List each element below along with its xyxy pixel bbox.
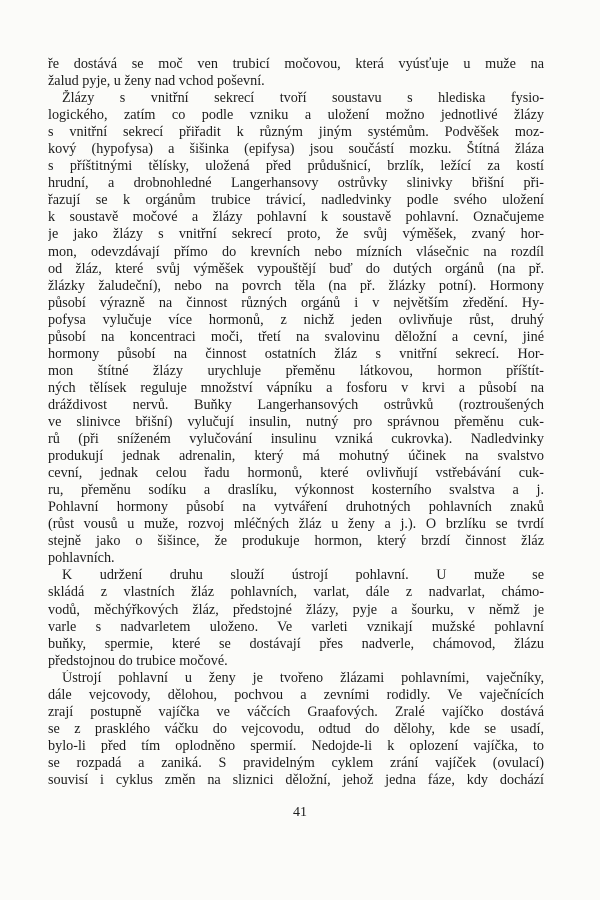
text-line: k soustavě močové a žlázy pohlavní k soustavě pohlavní. Označujeme <box>48 209 544 226</box>
text-line: ve slinivce břišní) vylučují insulin, nutný pro správnou přeměnu cuk- <box>48 413 544 430</box>
text-line: je jako žlázy s vnitřní sekrecí proto, že svůj výměšek, zvaný hor- <box>48 226 544 243</box>
text-line: žlázky žaludeční), nebo na povrch těla (na př. žlázky potní). Hormony <box>48 277 544 294</box>
text-line: se z prasklého váčku do vejcovodu, odtud do dělohy, kde se usadí, <box>48 720 544 737</box>
text-line: žalud pyje, u ženy nad vchod poševní. <box>48 73 265 90</box>
text-line: Ústrojí pohlavní u ženy je tvořeno žlázami pohlavními, vaječníky, <box>62 669 544 686</box>
text-line: s vnitřní sekrecí přiřadit k různým jiným systémům. Podvěšek moz- <box>48 124 544 141</box>
text-line: ných tělísek reguluje množství vápníku a fosforu v krvi a působí na <box>48 379 544 396</box>
text-line: cevní, jednak celou řadu hormonů, které ovlivňují vstřebávání cuk- <box>48 465 544 482</box>
text-line: produkují jednak adrenalin, který má mohutný účinek na svalstvo <box>48 448 544 465</box>
text-line: mon štítné žlázy urychluje přeměnu látkovou, hormon příštít- <box>48 362 544 379</box>
text-line: řazují se k orgánům trubice trávicí, nadledvinky podle svého uložení <box>48 192 544 209</box>
text-line: varle s nadvarletem uloženo. Ve varleti vznikají mužské pohlavní <box>48 618 544 635</box>
text-line: od žláz, které svůj výměšek vypouštějí buď do dutých orgánů (na př. <box>48 260 544 277</box>
text-line: skládá z vlastních žláz pohlavních, varlat, dále z nadvarlat, chámo- <box>48 584 544 601</box>
text-line: ře dostává se moč ven trubicí močovou, která vyúsťuje u muže na <box>48 56 544 72</box>
text-line: Pohlavní hormony působí na vytváření druhotných pohlavních znaků <box>48 499 544 516</box>
text-line: logického, zatím co podle vzniku a uložení možno jednotlivé žlázy <box>48 107 544 124</box>
page-number: 41 <box>293 805 307 820</box>
body-text <box>48 56 544 789</box>
text-line: zrají postupně vajíčka ve váčcích Graafových. Zralé vajíčko dostává <box>48 703 544 720</box>
text-line: kový (hypofysa) a šišinka (epifysa) jsou součástí mozku. Štítná žláza <box>48 141 544 158</box>
text-line: působí výrazně na činnost různých orgánů i v největším zředění. Hy- <box>48 294 544 311</box>
text-line: rů (při sníženém vylučování insulinu vzniká cukrovka). Nadledvinky <box>48 431 544 448</box>
text-line: mon, odevzdávají přímo do krevních nebo mízních vlásečnic na rozdíl <box>48 243 544 260</box>
text-line: dráždivost nervů. Buňky Langerhansových ostrůvků (roztroušených <box>48 396 544 413</box>
text-line: hrudní, a drobnohledné Langerhansovy ostrůvky slinivky břišní při- <box>48 175 544 192</box>
text-line: hormony působí na činnost ostatních žláz s vnitřní sekrecí. Hor- <box>48 345 544 362</box>
text-line: předstojnou do trubice močové. <box>48 652 228 669</box>
text-line: pohlavních. <box>48 550 115 567</box>
text-line: Žlázy s vnitřní sekrecí tvoří soustavu s hlediska fysio- <box>62 90 544 107</box>
text-line: působí na koncentraci moči, třetí na svalovinu děložní a cevní, jiné <box>48 328 544 345</box>
text-line: vodů, měchýřkových žláz, předstojné žlázy, pyje a šourku, v němž je <box>48 601 544 618</box>
text-line: stejně jako o šišince, že produkuje hormon, který brzdí činnost žláz <box>48 533 544 550</box>
text-line: se rozpadá a zaniká. S pravidelným cyklem zrání vajíček (ovulací) <box>48 754 544 771</box>
text-line: souvisí i cyklus změn na sliznici děložní, jehož jedna fáze, kdy dochází <box>48 771 544 788</box>
text-line: ru, přeměnu sodíku a draslíku, výkonnost kosterního svalstva a j. <box>48 482 544 499</box>
text-line: buňky, spermie, které se dostávají přes nadverle, chámovod, žlázu <box>48 635 544 652</box>
text-line: pofysa vylučuje více hormonů, z nichž jeden ovlivňuje růst, druhý <box>48 311 544 328</box>
text-line: dále vejcovody, dělohou, pochvou a zevními rodidly. Ve vaječnících <box>48 686 544 703</box>
text-line: (růst vousů u muže, rozvoj mléčných žláz u ženy a j.). O brzlíku se tvrdí <box>48 516 544 533</box>
text-line: K udržení druhu slouží ústrojí pohlavní. U muže se <box>62 567 544 584</box>
text-line: s příštitnými tělísky, uložená před průdušnicí, brzlík, ležící za kostí <box>48 158 544 175</box>
text-line: bylo-li před tím oplodněno spermií. Nedojde-li k oplození vajíčka, to <box>48 737 544 754</box>
